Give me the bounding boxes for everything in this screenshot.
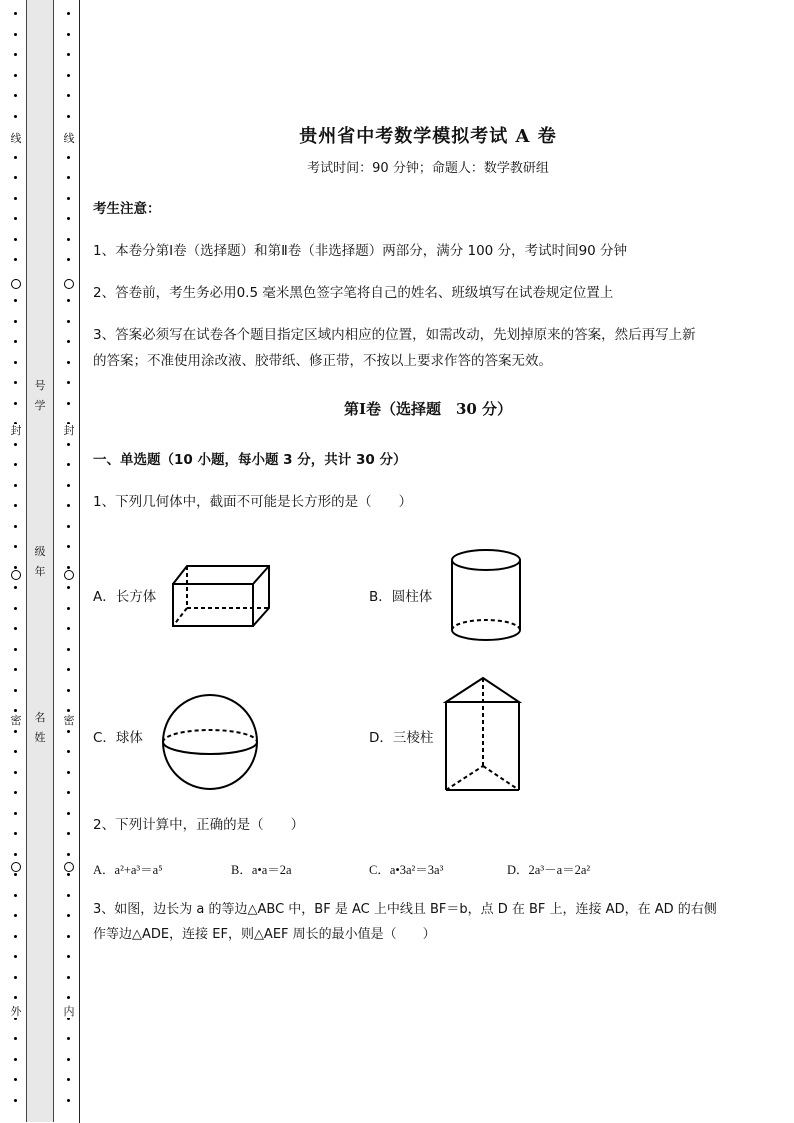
binding-dot xyxy=(67,238,70,241)
binding-dot xyxy=(67,1099,70,1102)
q2-option-a: A．a²+a³＝a⁵ xyxy=(93,863,163,877)
binding-dot xyxy=(14,894,17,897)
inner-dotted-line xyxy=(61,0,77,1123)
outer-binding-column xyxy=(8,0,24,1123)
binding-border-line xyxy=(79,0,80,1123)
sphere-figure xyxy=(160,692,260,792)
binding-dot xyxy=(14,463,17,466)
binding-dot xyxy=(67,197,70,200)
binding-dot xyxy=(14,381,17,384)
cuboid-figure xyxy=(169,564,274,630)
binding-dot xyxy=(67,443,70,446)
section-title: 第Ⅰ卷（选择题 30 分） xyxy=(343,400,513,418)
binding-dot xyxy=(67,12,70,15)
outer-circle-mark xyxy=(11,279,21,289)
binding-dot xyxy=(67,484,70,487)
q1-option-a: A．长方体 xyxy=(93,589,157,605)
outer-mark-xian: 线 xyxy=(8,132,24,145)
binding-dot xyxy=(14,320,17,323)
binding-dot xyxy=(67,33,70,36)
binding-dot xyxy=(67,525,70,528)
outer-circle-mark xyxy=(11,570,21,580)
binding-dot xyxy=(14,238,17,241)
q2-option-d: D．2a³－a＝2a² xyxy=(507,863,591,877)
question-3-stem-line2: 作等边△ADE，连接 EF，则△AEF 周长的最小值是（ ） xyxy=(93,927,436,942)
q1-option-b: B．圆柱体 xyxy=(369,589,433,605)
binding-dot xyxy=(14,668,17,671)
binding-dot xyxy=(14,94,17,97)
binding-dot xyxy=(67,709,70,712)
binding-dot xyxy=(67,832,70,835)
q1-option-c: C．球体 xyxy=(93,730,143,746)
binding-dot xyxy=(14,156,17,159)
binding-dot xyxy=(14,689,17,692)
binding-dot xyxy=(67,894,70,897)
outer-mark-mi: 密 xyxy=(8,714,24,727)
binding-dot xyxy=(14,996,17,999)
question-3-stem-line1: 3、如图，边长为 a 的等边△ABC 中，BF 是 AC 上中线且 BF＝b，点 D 在 BF 上，连接 AD，在 AD 的右侧 xyxy=(93,902,717,917)
binding-dot xyxy=(67,873,70,876)
inner-mark-feng: 封 xyxy=(61,424,77,437)
binding-dot xyxy=(67,340,70,343)
label-name: 名 姓 xyxy=(34,711,46,744)
binding-dot xyxy=(14,340,17,343)
binding-dot xyxy=(67,402,70,405)
outer-circle-mark xyxy=(11,862,21,872)
binding-dot xyxy=(67,750,70,753)
binding-dot xyxy=(14,914,17,917)
binding-dot xyxy=(14,607,17,610)
question-2-stem: 2、下列计算中，正确的是（ ） xyxy=(93,817,305,833)
inner-mark-mi: 密 xyxy=(61,714,77,727)
binding-dot xyxy=(14,812,17,815)
part-heading: 一、单选题（10 小题，每小题 3 分，共计 30 分） xyxy=(93,452,407,468)
binding-dot xyxy=(14,1078,17,1081)
binding-dot xyxy=(14,74,17,77)
binding-dot xyxy=(67,627,70,630)
triangular-prism-figure xyxy=(443,676,523,794)
binding-dot xyxy=(67,545,70,548)
binding-dot xyxy=(67,996,70,999)
binding-dot xyxy=(14,791,17,794)
q2-option-b: B．a•a＝2a xyxy=(231,863,292,877)
binding-dot xyxy=(14,197,17,200)
inner-circle-mark xyxy=(64,862,74,872)
binding-dot xyxy=(67,381,70,384)
binding-dot xyxy=(67,648,70,651)
binding-dot xyxy=(14,1099,17,1102)
binding-dot xyxy=(14,853,17,856)
inner-mark-xian: 线 xyxy=(61,132,77,145)
binding-dot xyxy=(14,566,17,569)
binding-dot xyxy=(67,217,70,220)
notice-item-3: 3、答案必须写在试卷各个题目指定区域内相应的位置，如需改动，先划掉原来的答案，然后再写上新 xyxy=(93,327,696,343)
binding-dot xyxy=(14,955,17,958)
binding-dot xyxy=(67,935,70,938)
binding-dot xyxy=(14,832,17,835)
binding-dot xyxy=(67,730,70,733)
binding-dot xyxy=(67,914,70,917)
binding-dot xyxy=(14,12,17,15)
label-grade: 级 年 xyxy=(34,545,46,578)
binding-dot xyxy=(67,258,70,261)
binding-dot xyxy=(14,771,17,774)
binding-dot xyxy=(67,812,70,815)
binding-dot xyxy=(67,607,70,610)
binding-dot xyxy=(14,176,17,179)
inner-mark-nei: 内 xyxy=(61,1005,77,1018)
student-info-strip xyxy=(26,0,54,1122)
inner-binding-column xyxy=(61,0,77,1123)
binding-dot xyxy=(14,361,17,364)
binding-dot xyxy=(14,1037,17,1040)
binding-dot xyxy=(67,504,70,507)
outer-mark-feng: 封 xyxy=(8,424,24,437)
binding-dot xyxy=(14,443,17,446)
binding-dot xyxy=(67,299,70,302)
binding-dot xyxy=(67,156,70,159)
binding-dot xyxy=(67,361,70,364)
notice-heading: 考生注意： xyxy=(93,201,161,217)
binding-dot xyxy=(14,115,17,118)
binding-dot xyxy=(67,689,70,692)
binding-dot xyxy=(67,115,70,118)
binding-dot xyxy=(14,258,17,261)
exam-title: 贵州省中考数学模拟考试 A 卷 xyxy=(299,126,557,147)
q2-option-c: C．a•3a²＝3a³ xyxy=(369,863,444,877)
binding-dot xyxy=(14,504,17,507)
binding-dot xyxy=(14,586,17,589)
q1-option-d: D．三棱柱 xyxy=(369,730,434,746)
outer-dotted-line xyxy=(8,0,24,1123)
outer-mark-wai: 外 xyxy=(8,1005,24,1018)
binding-dot xyxy=(14,935,17,938)
notice-item-3-cont: 的答案；不准使用涂改液、胶带纸、修正带，不按以上要求作答的答案无效。 xyxy=(93,353,552,369)
binding-dot xyxy=(67,976,70,979)
binding-dot xyxy=(14,402,17,405)
notice-item-2: 2、答卷前，考生务必用0.5 毫米黑色签字笔将自己的姓名、班级填写在试卷规定位置上 xyxy=(93,285,614,301)
binding-dot xyxy=(67,463,70,466)
binding-dot xyxy=(67,853,70,856)
binding-dot xyxy=(67,586,70,589)
binding-dot xyxy=(14,33,17,36)
label-student-id: 号 学 xyxy=(34,379,46,412)
binding-dot xyxy=(14,873,17,876)
inner-circle-mark xyxy=(64,570,74,580)
binding-dot xyxy=(14,750,17,753)
binding-dot xyxy=(67,176,70,179)
binding-dot xyxy=(14,299,17,302)
binding-dot xyxy=(14,525,17,528)
binding-dot xyxy=(67,74,70,77)
binding-dot xyxy=(67,320,70,323)
inner-circle-mark xyxy=(64,279,74,289)
binding-dot xyxy=(67,566,70,569)
binding-dot xyxy=(14,1058,17,1061)
binding-dot xyxy=(67,1058,70,1061)
binding-dot xyxy=(67,791,70,794)
binding-dot xyxy=(14,53,17,56)
binding-dot xyxy=(14,730,17,733)
binding-dot xyxy=(14,976,17,979)
binding-dot xyxy=(67,94,70,97)
binding-dot xyxy=(67,771,70,774)
binding-dot xyxy=(67,955,70,958)
cylinder-figure xyxy=(449,548,523,642)
binding-dot xyxy=(67,53,70,56)
exam-subtitle: 考试时间：90 分钟；命题人：数学教研组 xyxy=(307,161,549,176)
binding-dot xyxy=(14,648,17,651)
binding-dot xyxy=(14,709,17,712)
binding-dot xyxy=(67,668,70,671)
binding-dot xyxy=(14,484,17,487)
binding-dot xyxy=(14,627,17,630)
question-1-stem: 1、下列几何体中，截面不可能是长方形的是（ ） xyxy=(93,494,413,510)
binding-dot xyxy=(67,1078,70,1081)
binding-dot xyxy=(14,545,17,548)
binding-dot xyxy=(14,217,17,220)
binding-dot xyxy=(67,1037,70,1040)
notice-item-1: 1、本卷分第Ⅰ卷（选择题）和第Ⅱ卷（非选择题）两部分，满分 100 分，考试时间90 分钟 xyxy=(93,243,628,259)
